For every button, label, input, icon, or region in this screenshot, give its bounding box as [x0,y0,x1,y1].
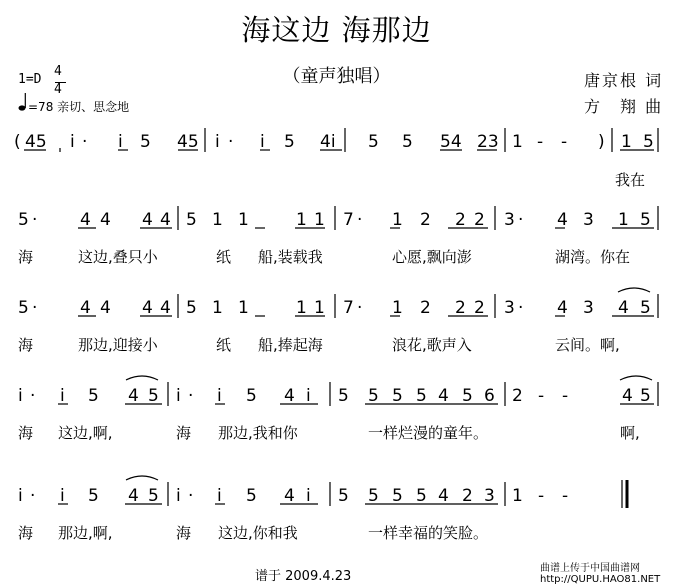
svg-text:6: 6 [484,386,495,406]
svg-text:1: 1 [296,298,307,318]
svg-text:4: 4 [100,298,111,318]
svg-text:4: 4 [618,298,629,318]
svg-text:4: 4 [284,386,295,406]
svg-text:i: i [18,486,23,506]
svg-text:5: 5 [186,298,197,318]
svg-text:5: 5 [368,486,379,506]
svg-text:i: i [176,486,181,506]
page-title: 海这边 海那边 [241,13,432,47]
svg-text:5: 5 [392,386,403,406]
svg-text:5: 5 [246,486,257,506]
svg-text:5: 5 [140,132,151,152]
svg-text:一样烂漫的童年。: 一样烂漫的童年。 [368,424,489,442]
svg-text:纸: 纸 [216,336,232,354]
svg-text:1: 1 [621,132,632,152]
svg-text:5: 5 [88,486,99,506]
svg-text:纸: 纸 [216,248,232,266]
svg-text:·: · [188,486,194,506]
svg-text:一样幸福的笑脸。: 一样幸福的笑脸。 [368,524,489,542]
svg-text:i: i [60,486,65,506]
svg-text:4: 4 [438,486,449,506]
svg-text:·: · [32,298,38,318]
svg-text:4: 4 [622,386,633,406]
lyric-row-5 [18,524,488,542]
svg-text:54: 54 [440,132,462,152]
svg-text:1: 1 [314,210,325,230]
svg-text:那边,啊,: 那边,啊, [58,524,113,542]
lyric-row-2 [18,248,630,266]
svg-text:船,装载我: 船,装载我 [258,248,323,266]
svg-text:1: 1 [296,210,307,230]
svg-text:5: 5 [148,486,159,506]
svg-text:心愿,飘向澎: 心愿,飘向澎 [392,248,472,266]
svg-text:1: 1 [238,298,249,318]
svg-text:5: 5 [640,386,651,406]
svg-text:5: 5 [640,298,651,318]
svg-text:4: 4 [80,210,91,230]
svg-text:1: 1 [212,298,223,318]
composer-credit: 方 翔 曲 [584,97,664,116]
svg-text:2: 2 [420,210,431,230]
svg-text:45: 45 [25,132,47,152]
svg-text:·: · [518,210,524,230]
svg-text:4: 4 [557,298,568,318]
svg-text:5: 5 [18,298,29,318]
site-watermark [540,563,660,585]
svg-text:2: 2 [462,486,473,506]
svg-text:5: 5 [246,386,257,406]
svg-text:4: 4 [160,298,171,318]
svg-text:-: - [561,132,568,152]
svg-text:·: · [32,210,38,230]
svg-text:2: 2 [474,298,485,318]
svg-text:浪花,歌声入: 浪花,歌声入 [392,336,472,354]
svg-text:啊,: 啊, [620,424,640,442]
svg-text:5: 5 [338,486,349,506]
svg-text:5: 5 [640,210,651,230]
svg-text:4i: 4i [320,132,336,152]
svg-text:1: 1 [314,298,325,318]
svg-text:5: 5 [18,210,29,230]
svg-text:5: 5 [186,210,197,230]
lyricist-credit: 唐京根 词 [584,71,664,90]
site-url: http://QUPU.HAO81.NET [540,574,661,585]
svg-text:-: - [537,132,544,152]
tempo-value: =78 [28,100,54,114]
svg-text:湖湾。你在: 湖湾。你在 [555,248,631,266]
svg-text:海: 海 [18,248,34,266]
svg-text:4: 4 [438,386,449,406]
svg-text:1: 1 [512,132,523,152]
svg-text:4: 4 [128,386,139,406]
svg-text:2: 2 [512,386,523,406]
svg-text:i: i [217,386,222,406]
time-signature-top: 4 [54,64,62,79]
svg-text:4: 4 [128,486,139,506]
svg-text:5: 5 [284,132,295,152]
svg-text:5: 5 [392,486,403,506]
svg-text:·: · [357,210,363,230]
svg-text:-: - [538,386,545,406]
svg-text:): ) [598,132,605,152]
svg-text:4: 4 [142,210,153,230]
svg-text:4: 4 [142,298,153,318]
lyric-row-4 [18,424,640,442]
svg-text:·: · [188,386,194,406]
svg-text:3: 3 [583,210,594,230]
svg-text:2: 2 [420,298,431,318]
key-signature: 1=D [18,72,42,87]
svg-text:i: i [217,486,222,506]
svg-text:i: i [18,386,23,406]
svg-text:i: i [176,386,181,406]
svg-text:5: 5 [402,132,413,152]
svg-text:-: - [562,386,569,406]
svg-text:1: 1 [238,210,249,230]
svg-text:5: 5 [462,386,473,406]
svg-text:5: 5 [148,386,159,406]
svg-text:这边,你和我: 这边,你和我 [218,524,298,542]
expression-marking: 亲切、思念地 [57,100,130,114]
svg-text:船,捧起海: 船,捧起海 [258,336,323,354]
svg-text:5: 5 [643,132,654,152]
svg-text:·: · [30,486,36,506]
svg-text:海: 海 [176,424,192,442]
svg-text:7: 7 [343,210,354,230]
svg-text:2: 2 [455,210,466,230]
svg-text:i: i [70,132,75,152]
svg-text:3: 3 [484,486,495,506]
svg-text:i: i [306,386,311,406]
svg-text:2: 2 [474,210,485,230]
svg-text:·: · [82,132,88,152]
svg-text:i: i [215,132,220,152]
svg-text:4: 4 [80,298,91,318]
site-name: 曲谱上传于中国曲谱网 [540,563,640,574]
lyric-row-3 [18,336,620,354]
svg-text:海: 海 [18,424,34,442]
svg-text:5: 5 [88,386,99,406]
svg-text:-: - [538,486,545,506]
score-date: 谱于 2009.4.23 [255,569,352,584]
svg-text:海: 海 [18,524,34,542]
svg-text:5: 5 [338,386,349,406]
svg-text:·: · [518,298,524,318]
svg-text:4: 4 [557,210,568,230]
svg-text:3: 3 [504,298,515,318]
time-signature-bottom: 4 [54,82,62,97]
lyric-row-1: 我在 [615,171,646,189]
svg-text:1: 1 [618,210,629,230]
svg-text:5: 5 [416,386,427,406]
svg-text:4: 4 [160,210,171,230]
svg-text:45: 45 [177,132,199,152]
svg-text:i: i [260,132,265,152]
svg-text:那边,我和你: 那边,我和你 [218,424,298,442]
svg-text:7: 7 [343,298,354,318]
svg-text:5: 5 [368,132,379,152]
svg-text:4: 4 [284,486,295,506]
svg-text:4: 4 [100,210,111,230]
svg-text:3: 3 [583,298,594,318]
svg-text:i: i [60,386,65,406]
svg-text:·: · [30,386,36,406]
svg-text:-: - [562,486,569,506]
svg-text:海: 海 [18,336,34,354]
svg-text:5: 5 [416,486,427,506]
svg-text:这边,叠只小: 这边,叠只小 [78,248,158,266]
svg-text:·: · [357,298,363,318]
svg-text:1: 1 [392,298,403,318]
svg-text:1: 1 [392,210,403,230]
svg-text:5: 5 [368,386,379,406]
svg-text:云间。啊,: 云间。啊, [555,336,620,354]
svg-text:i: i [306,486,311,506]
subtitle: （童声独唱） [282,66,391,87]
svg-text:3: 3 [504,210,515,230]
svg-text:(: ( [14,132,21,152]
svg-text:23: 23 [477,132,499,152]
svg-text:2: 2 [455,298,466,318]
svg-text:海: 海 [176,524,192,542]
svg-text:·: · [228,132,234,152]
svg-text:1: 1 [212,210,223,230]
svg-text:i: i [118,132,123,152]
svg-text:这边,啊,: 这边,啊, [58,424,113,442]
svg-text:那边,迎接小: 那边,迎接小 [78,336,158,354]
svg-text:1: 1 [512,486,523,506]
